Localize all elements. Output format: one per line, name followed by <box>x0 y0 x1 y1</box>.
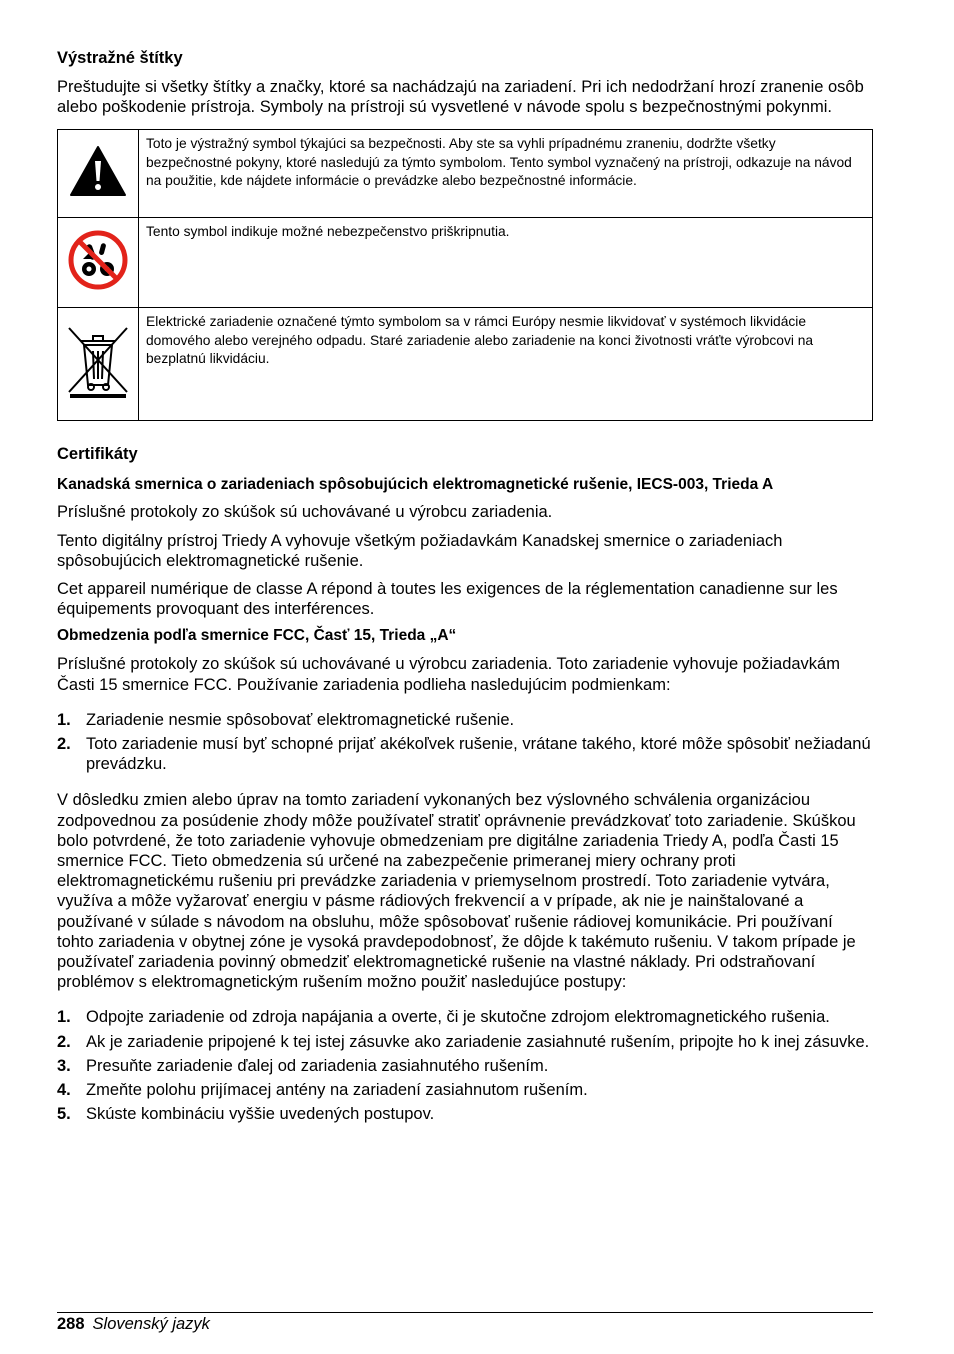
symbol-description: Toto je výstražný symbol týkajúci sa bezpečnosti. Aby ste sa vyhli prípadnému zraneniu, dodržte všetky bezpečnostné pokyny, ktoré nasledujú za týmto symbolom. Tento symbol vyznačený na prístroji, odkazuje na návod na použitie, kde nájdete informácie o prevádzke alebo bezpečnostné informácie. <box>139 130 873 218</box>
certificates-heading: Certifikáty <box>57 445 138 464</box>
list-item <box>57 1032 873 1052</box>
list-item-number: 1. <box>57 1008 71 1027</box>
symbols-table <box>57 129 873 421</box>
list-item-number: 3. <box>57 1056 71 1075</box>
canada-paragraph-1: Príslušné protokoly zo skúšok sú uchovávané u výrobcu zariadenia. <box>57 503 553 522</box>
warning-labels-intro: Preštudujte si všetky štítky a značky, ktoré sa nachádzajú na zariadení. Pri ich nedodržaní hrozí zranenie osôb alebo poškodenie prístroja. Symboly na prístroji sú vysvetlené v návode spolu s bezpečnostnými pokynmi. <box>57 78 864 117</box>
symbol-row <box>58 308 873 421</box>
fcc-body: V dôsledku zmien alebo úprav na tomto zariadení vykonaných bez výslovného schválenia organizáciou zodpovednou za posúdenie zhody môže používateľ stratiť oprávnenie prevádzkovať toto zariadenie. Skúškou bolo potvrdené, že toto zariadenie vyhovuje obmedzeniam pre digitálne zariadenia Triedy A, podľa Časti 15 smernice FCC. Tieto obmedzenia sú určené na zabezpečenie primeranej miery ochrany proti elektromagnetickému rušeniu pri prevádzke zariadenia v priemyselnom prostredí. Toto zariadenie vytvára, využíva a môže vyžarovať energiu v pásme rádiových frekvencií a v prípade, ak nie je nainštalované a používané v súlade s návodom na obsluhu, môže spôsobovať rušenie rádiovej komunikácie. Pri používaní tohto zariadenia v obytnej zóne je vysoká pravdepodobnosť, že dôjde k takémuto rušeniu. V takom prípade je používateľ zariadenia povinný obmedziť elektromagnetické rušenie na vlastné náklady. Pri odstraňovaní problémov s elektromagnetickým rušením možno použiť nasledujúce postupy: <box>57 791 856 992</box>
fcc-heading: Obmedzenia podľa smernice FCC, Časť 15, Trieda „A“ <box>57 627 457 645</box>
list-item-number: 2. <box>57 735 71 754</box>
pinch-hazard-icon <box>67 229 129 291</box>
footer-language: Slovenský jazyk <box>92 1315 210 1333</box>
list-item-number: 5. <box>57 1105 71 1124</box>
list-item-text: Presuňte zariadenie ďalej od zariadenia zasiahnutého rušením. <box>86 1056 549 1075</box>
list-item-number: 2. <box>57 1032 71 1051</box>
list-item-text: Odpojte zariadenie od zdroja napájania a overte, či je skutočne zdrojom elektromagnetického rušenia. <box>86 1008 830 1027</box>
list-item-text: Skúste kombináciu vyššie uvedených postupov. <box>86 1105 435 1124</box>
page-footer <box>57 1312 873 1334</box>
list-item <box>57 1056 873 1076</box>
fcc-steps-list <box>57 1007 873 1124</box>
list-item <box>57 1080 873 1100</box>
symbol-row <box>58 218 873 308</box>
list-item-number: 4. <box>57 1081 71 1100</box>
fcc-intro: Príslušné protokoly zo skúšok sú uchovávané u výrobcu zariadenia. Toto zariadenie vyhovuje požiadavkám Časti 15 smernice FCC. Používanie zariadenia podlieha nasledujúcim podmienkam: <box>57 655 840 694</box>
canada-paragraph-3-fr: Cet appareil numérique de classe A répond à toutes les exigences de la réglementation canadienne sur les équipements provoquant des interférences. <box>57 580 838 619</box>
fcc-conditions-list <box>57 710 873 775</box>
list-item <box>57 1104 873 1124</box>
list-item <box>57 734 873 774</box>
list-item-number: 1. <box>57 710 71 729</box>
warning-labels-heading: Výstražné štítky <box>57 49 183 67</box>
symbol-icon-cell <box>58 308 139 421</box>
list-item <box>57 1007 873 1027</box>
list-item-text: Toto zariadenie musí byť schopné prijať akékoľvek rušenie, vrátane takého, ktoré môže spôsobiť nežiadanú prevádzku. <box>86 735 871 774</box>
symbol-description: Tento symbol indikuje možné nebezpečenstvo priškripnutia. <box>139 218 873 308</box>
list-item <box>57 710 873 730</box>
symbol-icon-cell <box>58 130 139 218</box>
list-item-text: Zmeňte polohu prijímacej antény na zariadení zasiahnutom rušením. <box>86 1081 588 1100</box>
crossed-bin-icon <box>66 325 130 399</box>
canada-heading: Kanadská smernica o zariadeniach spôsobujúcich elektromagnetické rušenie, IECS-003, Trieda A <box>57 476 774 494</box>
list-item-text: Zariadenie nesmie spôsobovať elektromagnetické rušenie. <box>86 710 515 729</box>
list-item-text: Ak je zariadenie pripojené k tej istej zásuvke ako zariadenie zasiahnuté rušením, pripojte ho k inej zásuvke. <box>86 1032 870 1051</box>
symbol-description: Elektrické zariadenie označené týmto symbolom sa v rámci Európy nesmie likvidovať v systémoch likvidácie domového alebo verejného odpadu. Staré zariadenie alebo zariadenie na konci životnosti vráťte výrobcovi na bezplatnú likvidáciu. <box>139 308 873 421</box>
canada-paragraph-2: Tento digitálny prístroj Triedy A vyhovuje všetkým požiadavkám Kanadskej smernice o zariadeniach spôsobujúcich elektromagnetické rušenie. <box>57 531 783 570</box>
symbol-icon-cell <box>58 218 139 308</box>
warning-triangle-icon <box>68 144 128 198</box>
page-number: 288 <box>57 1315 85 1333</box>
symbol-row <box>58 130 873 218</box>
document-page <box>57 48 873 1124</box>
